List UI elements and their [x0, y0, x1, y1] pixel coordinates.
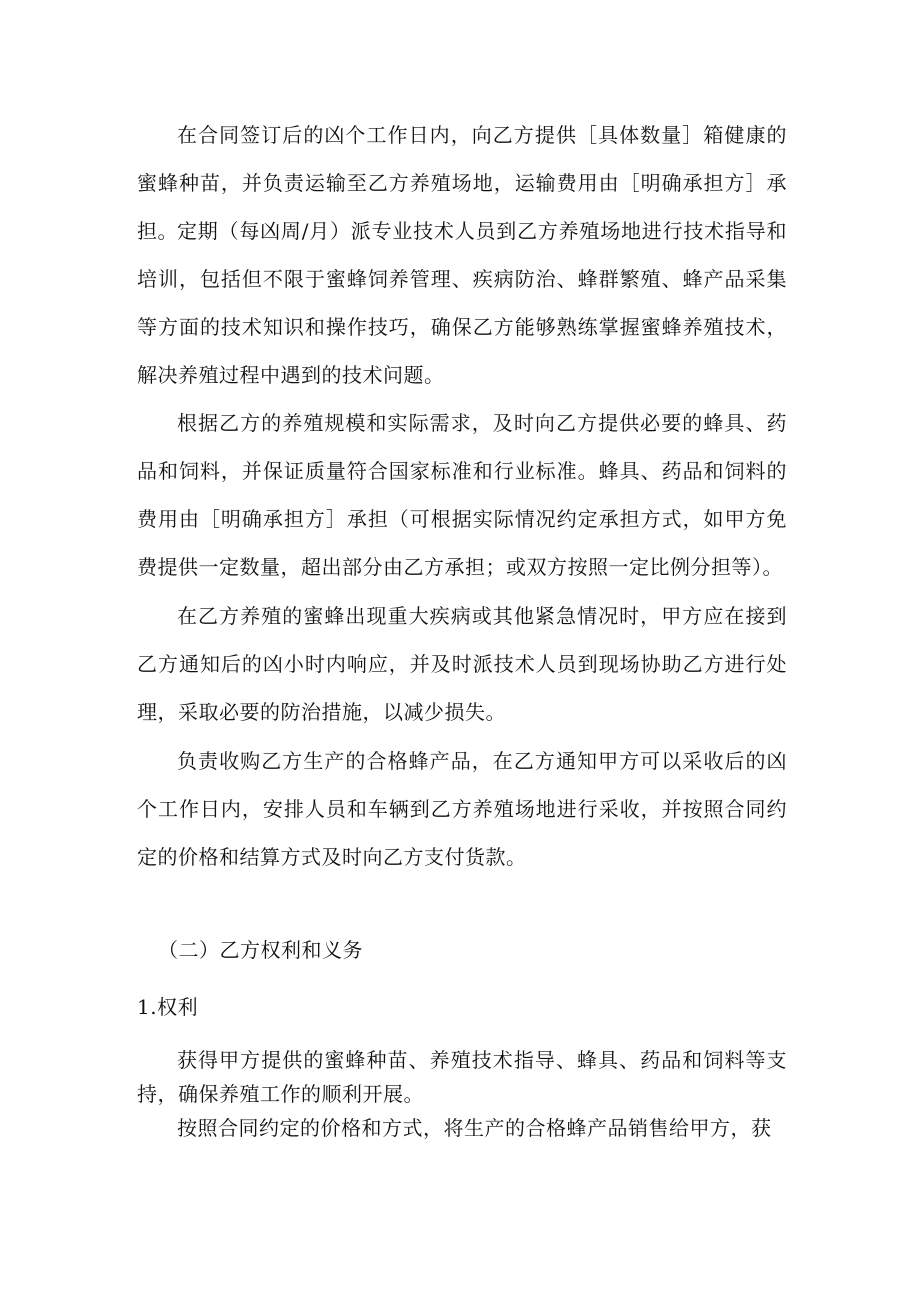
- paragraph-technical-guidance: 定期（每凶周/月）派专业技术人员到乙方养殖场地进行技术指导和培训，包括但不限于蜜蜂饲养管理、疾病防治、蜂群繁殖、蜂产品采集等方面的技术知识和操作技巧，确保乙方能够熟练掌握蜜蜂养殖技术，解决养殖过程中遇到的技术问题。: [137, 219, 787, 387]
- paragraph-emergency-response: 在乙方养殖的蜜蜂出现重大疾病或其他紧急情况时，甲方应在接到乙方通知后的凶小时内响应，并及时派技术人员到现场协助乙方进行处理，采取必要的防治措施，以减少损失。: [137, 604, 787, 724]
- paragraph-product-purchase: 负责收购乙方生产的合格蜂产品，在乙方通知甲方可以采收后的凶个工作日内，安排人员和车辆到乙方养殖场地进行采收，并按照合同约定的价格和结算方式及时向乙方支付货款。: [137, 749, 787, 869]
- paragraph-rights-sales: 按照合同约定的价格和方式，将生产的合格蜂产品销售给甲方，获: [177, 1116, 772, 1140]
- subsection-heading: 1.权利: [137, 995, 199, 1019]
- paragraph-seedling-supply: 在合同签订后的凶个工作日内，向乙方提供［具体数量］箱健康的蜜蜂种苗，并负责运输至乙方养殖场地，运输费用由［明确承担方］承担。: [137, 123, 787, 243]
- paragraph-supplies: 根据乙方的养殖规模和实际需求，及时向乙方提供必要的蜂具、药品和饲料，并保证质量符合国家标准和行业标准。蜂具、药品和饲料的费用由［明确承担方］承担（可根据实际情况约定承担方式，如甲方免费提供一定数量，超出部分由乙方承担；或双方按照一定比例分担等）。: [137, 411, 787, 579]
- section-heading: （二）乙方权利和义务: [158, 938, 363, 962]
- paragraph-rights-support: 获得甲方提供的蜜蜂种苗、养殖技术指导、蜂具、药品和饲料等支持，确保养殖工作的顺利开展。: [137, 1048, 787, 1106]
